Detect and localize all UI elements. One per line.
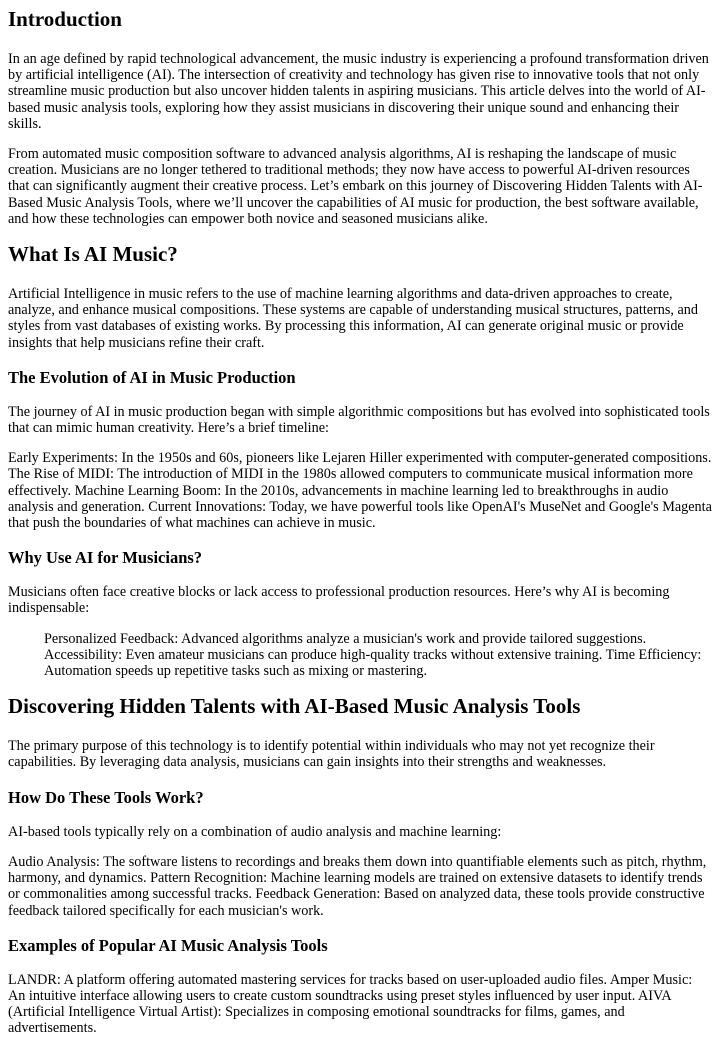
intro-paragraph-2: From automated music composition software to advanced analysis algorithms, AI is reshaping the landscape of music creation. Musicians are no longer tethered to traditional methods; they now have access to powerful AI-driven resources that can significantly augment their creative process. Let’s embark on this journey of Discovering Hidden Talents with AI-Based Music Analysis Tools, where we’ll uncover the capabilities of AI music for production, the best software available, and how these technologies can empower both novice and seasoned musicians alike. [8, 146, 703, 227]
intro-paragraph-1: In an age defined by rapid technological advancement, the music industry is experiencing a profound transformation driven by artificial intelligence (AI). The intersection of creativity and technology has given rise to innovative tools that not only streamline music production but also uncover hidden talents in aspiring musicians. This article delves into the world of AI-based music analysis tools, exploring how they assist musicians in discovering their unique sound and enhancing their skills. [8, 51, 709, 132]
how-tools-work-paragraph-2: Audio Analysis: The software listens to recordings and breaks them down into quantifiable elements such as pitch, rhythm, harmony, and dynamics. Pattern Recognition: Machine learning models are trained on extensive datasets to identify trends or commonalities among successful tracks. Feedback Generation: Based on analyzed data, these tools provide constructive feedback tailored specifically for each musician's work. [8, 853, 707, 919]
evolution-heading: The Evolution of AI in Music Production [8, 367, 296, 387]
why-use-paragraph: Musicians often face creative blocks or lack access to professional production resources. Here’s why AI is becoming indispensable: [8, 584, 670, 617]
examples-heading: Examples of Popular AI Music Analysis Tools [8, 935, 328, 955]
evolution-timeline-paragraph: Early Experiments: In the 1950s and 60s, pioneers like Lejaren Hiller experimented with computer-generated compositions. The Rise of MIDI: The introduction of MIDI in the 1980s allowed computers to communicate musical information more effectively. Machine Learning Boom: In the 2010s, advancements in machine learning led to breakthroughs in audio analysis and generation. Current Innovations: Today, we have powerful tools like OpenAI's MuseNet and Google's Magenta that push the boundaries of what machines can achieve in music. [8, 450, 712, 532]
examples-paragraph: LANDR: A platform offering automated mastering services for tracks based on user-uploaded audio files. Amper Music: An intuitive interface allowing users to create custom soundtracks using preset styles influenced by user input. AIVA (Artificial Intelligence Virtual Artist): Specializes in composing emotional soundtracks for films, games, and advertisements. [8, 971, 693, 1037]
why-use-benefits-quote: Personalized Feedback: Advanced algorithms analyze a musician's work and provide tailored suggestions. Accessibility: Even amateur musicians can produce high-quality tracks without extensive training. Time Efficiency: Automation speeds up repetitive tasks such as mixing or mastering. [44, 630, 702, 680]
how-tools-work-heading: How Do These Tools Work? [8, 787, 204, 807]
intro-heading: Introduction [8, 7, 122, 31]
what-is-ai-music-paragraph: Artificial Intelligence in music refers to the use of machine learning algorithms and data-driven approaches to create, analyze, and enhance musical compositions. These systems are capable of understanding musical structures, patterns, and styles from vast databases of existing works. By processing this information, AI can generate original music or provide insights that help musicians refine their craft. [8, 286, 698, 351]
how-tools-work-paragraph-1: AI-based tools typically rely on a combination of audio analysis and machine learning: [8, 823, 502, 840]
why-use-heading: Why Use AI for Musicians? [8, 548, 203, 568]
article-body [0, 7, 720, 1037]
what-is-ai-music-heading: What Is AI Music? [8, 242, 178, 267]
discovering-paragraph: The primary purpose of this technology is to identify potential within individuals who may not yet recognize their capabilities. By leveraging data analysis, musicians can gain insights into their strengths and weaknesses. [8, 738, 655, 771]
discovering-heading: Discovering Hidden Talents with AI-Based Music Analysis Tools [8, 694, 581, 719]
evolution-paragraph-1: The journey of AI in music production began with simple algorithmic compositions but has evolved into sophisticated tools that can mimic human creativity. Here’s a brief timeline: [8, 403, 710, 437]
